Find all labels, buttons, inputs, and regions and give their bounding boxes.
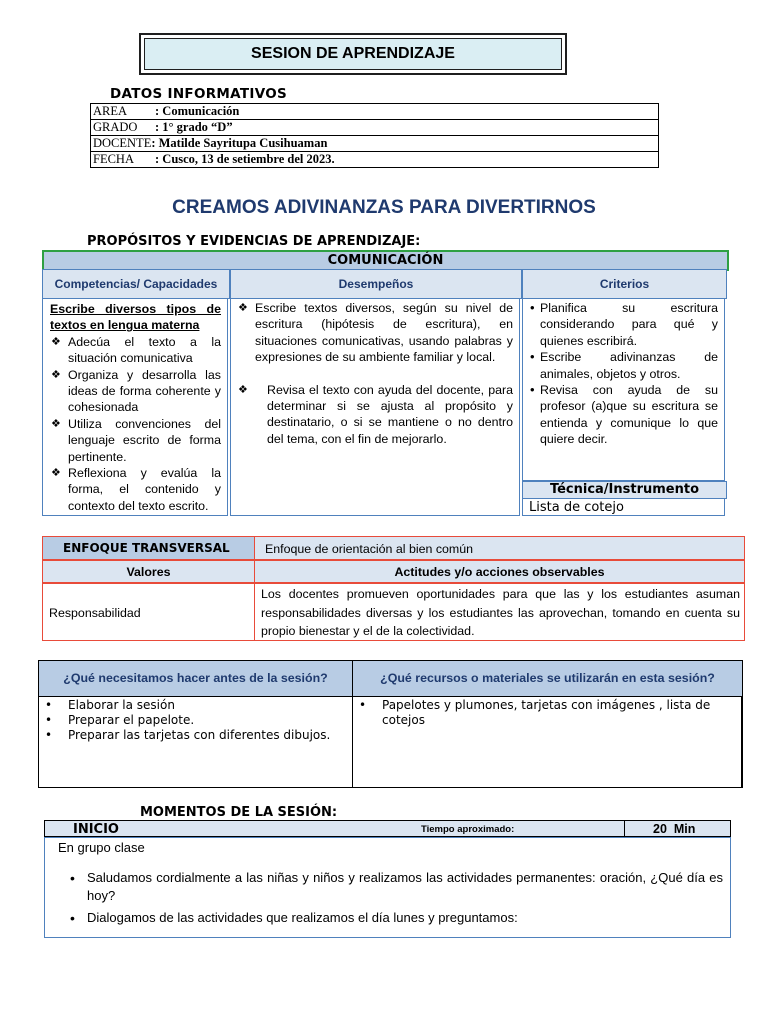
list-item: • Revisa con ayuda de su profesor (a)que su escritura se entienda y comunique lo que quiere decir.	[527, 382, 718, 448]
antes-list	[39, 698, 352, 743]
inicio-intro: En grupo clase	[58, 840, 145, 855]
list-item: ❖ Utiliza convenciones del lenguaje escrito de forma pertinente.	[50, 416, 221, 465]
area-header: COMUNICACIÓN	[42, 250, 729, 271]
datos-value: : Comunicación	[155, 104, 240, 118]
datos-row-grado	[91, 120, 659, 136]
inicio-bar	[44, 820, 731, 837]
list-item: ❖ Adecúa el texto a la situación comunicativa	[50, 334, 221, 367]
list-item: • Dialogamos de las actividades que realizamos el día lunes y preguntamos:	[58, 909, 723, 927]
datos-value: : 1° grado “D”	[155, 120, 233, 134]
datos-label: GRADO	[93, 120, 138, 134]
col-header-actitudes: Actitudes y/o acciones observables	[254, 560, 745, 583]
session-title: CREAMOS ADIVINANZAS PARA DIVERTIRNOS	[172, 197, 596, 218]
list-item: ❖ Organiza y desarrolla las ideas de forma coherente y cohesionada	[50, 367, 221, 416]
list-item: ❖ Reflexiona y evalúa la forma, el contenido y contexto del texto escrito.	[50, 465, 221, 514]
capacidades-list	[50, 334, 221, 514]
datos-value: : Cusco, 13 de setiembre del 2023.	[155, 152, 335, 166]
tiempo-label: Tiempo aproximado:	[421, 824, 515, 835]
document-title: SESION DE APRENDIZAJE	[144, 38, 562, 70]
datos-row-fecha	[91, 152, 659, 168]
datos-row-docente	[91, 136, 659, 152]
desempenos-cell	[230, 298, 520, 516]
col-header-competencias: Competencias/ Capacidades	[42, 269, 230, 299]
recursos-cell	[352, 696, 743, 788]
list-item: • Preparar las tarjetas con diferentes dibujos.	[39, 728, 352, 743]
criterios-list	[527, 300, 718, 448]
datos-table	[90, 103, 659, 168]
list-item: • Escribe adivinanzas de animales, objetos y otros.	[527, 349, 718, 382]
competencia-title: Escribe diversos tipos de textos en lengua materna	[50, 302, 221, 333]
list-item: • Preparar el papelote.	[39, 713, 352, 728]
inicio-list	[58, 869, 723, 927]
propositos-heading: PROPÓSITOS Y EVIDENCIAS DE APRENDIZAJE:	[87, 234, 421, 249]
recursos-list	[353, 698, 741, 728]
list-item: ❖ Revisa el texto con ayuda del docente, para determinar si se ajusta al propósito y destinatario, o si se mantiene o no dentro del tema, con el fin de mejorarlo.	[237, 382, 513, 448]
tecnica-header: Técnica/Instrumento	[522, 481, 727, 499]
list-item: • Elaborar la sesión	[39, 698, 352, 713]
valor-cell: Responsabilidad	[42, 583, 255, 641]
inicio-body	[44, 837, 731, 938]
antes-cell	[38, 696, 353, 788]
col-header-desempenos: Desempeños	[230, 269, 522, 299]
momentos-heading: MOMENTOS DE LA SESIÓN:	[140, 805, 338, 820]
list-item: ❖ Escribe textos diversos, según su nivel de escritura (hipótesis de escritura), en situaciones comunicativas, usando palabras y expresiones de su ambiente familiar y local.	[237, 300, 513, 366]
col-header-recursos: ¿Qué recursos o materiales se utilizarán en esta sesión?	[352, 660, 743, 697]
title-box	[139, 33, 567, 75]
actitud-cell: Los docentes promueven oportunidades para que las y los estudiantes asuman responsabilidades diversas y los estudiantes las aprovechan, tomando en cuenta su propio bienestar y el de la colectividad.	[254, 583, 745, 641]
tiempo-value: 20 Min	[653, 822, 696, 836]
datos-row-area	[91, 104, 659, 120]
col-header-criterios: Criterios	[522, 269, 727, 299]
competencias-cell	[42, 298, 228, 516]
datos-heading: DATOS INFORMATIVOS	[110, 86, 288, 102]
enfoque-value: Enfoque de orientación al bien común	[254, 536, 745, 560]
list-item: • Planifica su escritura considerando para qué y quienes escribirá.	[527, 300, 718, 349]
datos-value: : Matilde Sayritupa Cusihuaman	[151, 136, 328, 150]
inicio-label: INICIO	[73, 822, 119, 837]
datos-label: AREA	[93, 104, 128, 118]
tecnica-value: Lista de cotejo	[522, 498, 725, 516]
desempenos-list	[237, 300, 513, 447]
datos-label: FECHA	[93, 152, 134, 166]
col-header-valores: Valores	[42, 560, 255, 583]
enfoque-label: ENFOQUE TRANSVERSAL	[42, 536, 255, 560]
datos-label: DOCENTE	[93, 136, 152, 150]
list-item: • Papelotes y plumones, tarjetas con imágenes , lista de cotejos	[353, 698, 741, 728]
col-header-antes: ¿Qué necesitamos hacer antes de la sesión?	[38, 660, 353, 697]
list-item: • Saludamos cordialmente a las niñas y niños y realizamos las actividades permanentes: oración, ¿Qué día es hoy?	[58, 869, 723, 905]
criterios-cell	[522, 298, 725, 481]
